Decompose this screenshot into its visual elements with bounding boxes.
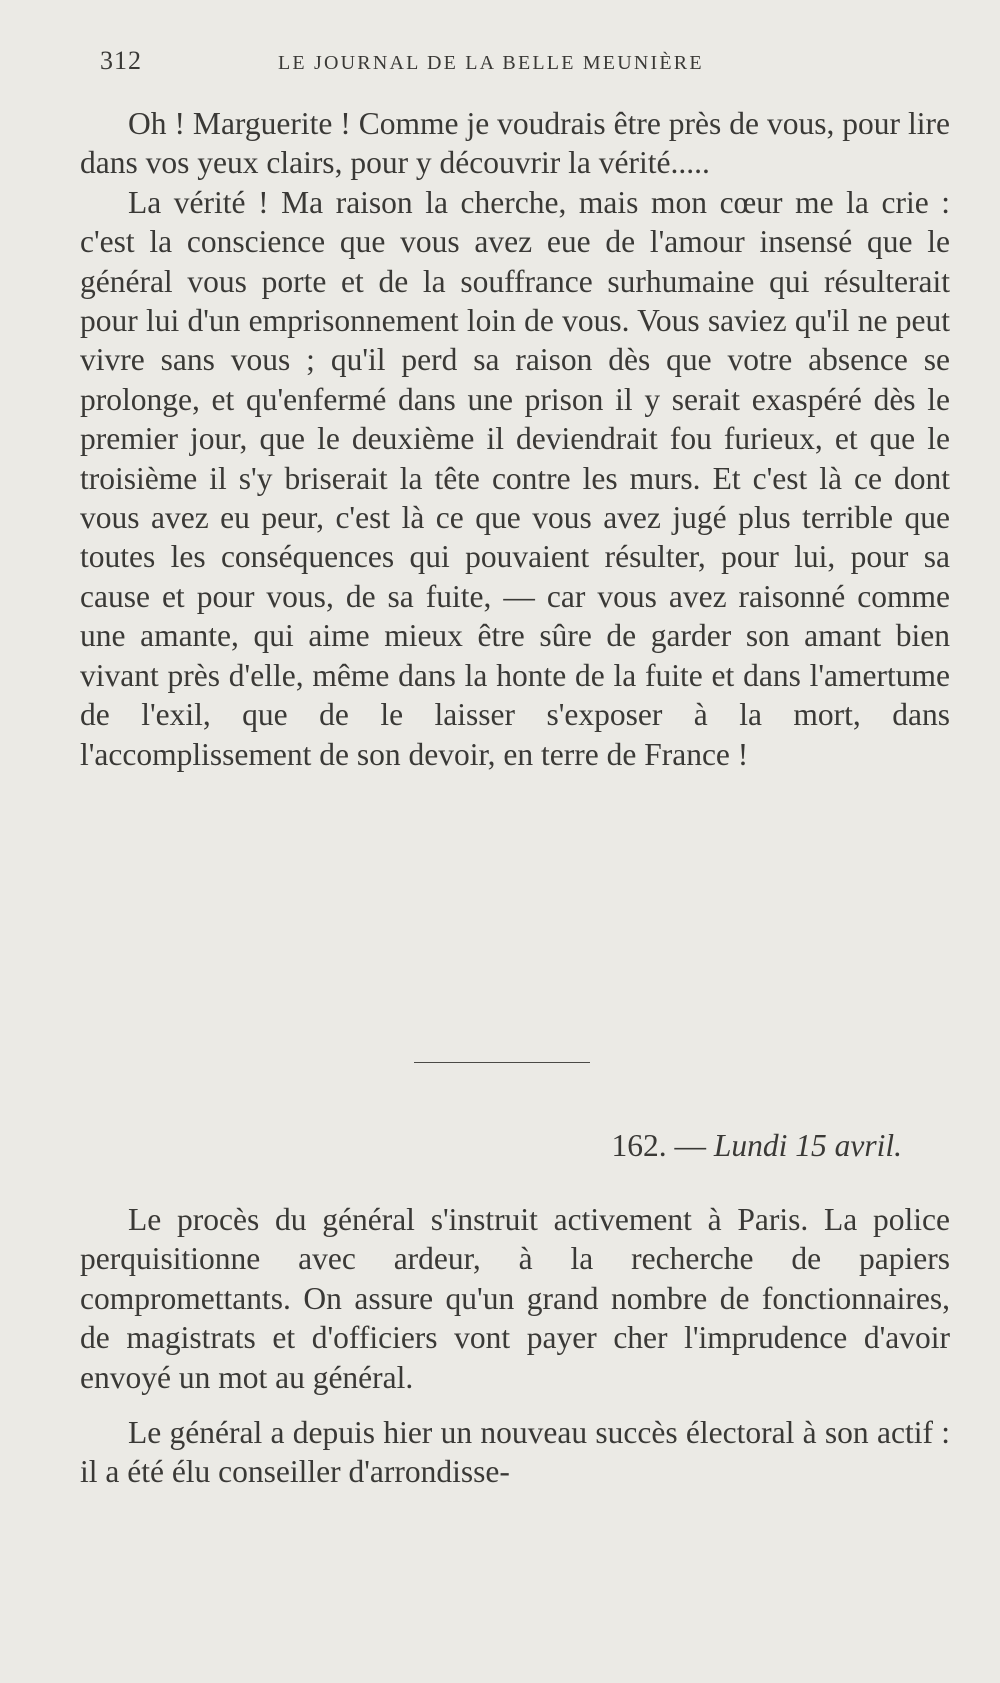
body-text-section-1 [80, 104, 950, 774]
paragraph: Le procès du général s'instruit activement à Paris. La police perquisitionne avec ardeur, à la recherche de papiers compromettants. On assure qu'un grand nombre de fonctionnaires, de magistrats et d'officiers vont payer cher l'imprudence d'avoir envoyé un mot au général. [80, 1202, 950, 1395]
entry-separator: — [666, 1128, 714, 1163]
running-head: LE JOURNAL DE LA BELLE MEUNIÈRE [278, 52, 704, 74]
body-text-section-2 [80, 1200, 950, 1492]
journal-entry-heading [611, 1126, 902, 1166]
paragraph: Oh ! Marguerite ! Comme je voudrais être près de vous, pour lire dans vos yeux clairs, pour y découvrir la vérité..... [80, 106, 950, 181]
paragraph: La vérité ! Ma raison la cherche, mais mon cœur me la crie : c'est la conscience que vous avez eue de l'amour insensé que le général vous porte et de la souffrance surhumaine qui résulterait pour lui d'un emprisonnement loin de vous. Vous saviez qu'il ne peut vivre sans vous ; qu'il perd sa raison dès que votre absence se prolonge, et qu'enfermé dans une prison il y serait exaspéré dès le premier jour, que le deuxième il deviendrait fou furieux, et que le troisième il s'y briserait la tête contre les murs. Et c'est là ce dont vous avez eu peur, c'est là ce que vous avez jugé plus terrible que toutes les conséquences qui pouvaient résulter, pour lui, pour sa cause et pour vous, de sa fuite, — car vous avez raisonné comme une amante, qui aime mieux être sûre de garder son amant bien vivant près d'elle, même dans la honte de la fuite et dans l'amertume de l'exil, que de le laisser s'exposer à la mort, dans l'accomplissement de son devoir, en terre de France ! [80, 184, 950, 772]
page-number: 312 [100, 46, 142, 75]
paragraph: Le général a depuis hier un nouveau succès électoral à son actif : il a été élu conseiller d'arrondisse- [80, 1415, 950, 1490]
section-divider [414, 1062, 590, 1063]
entry-number: 162. [611, 1128, 667, 1163]
page-header [100, 44, 940, 84]
entry-date: Lundi 15 avril. [713, 1128, 902, 1163]
